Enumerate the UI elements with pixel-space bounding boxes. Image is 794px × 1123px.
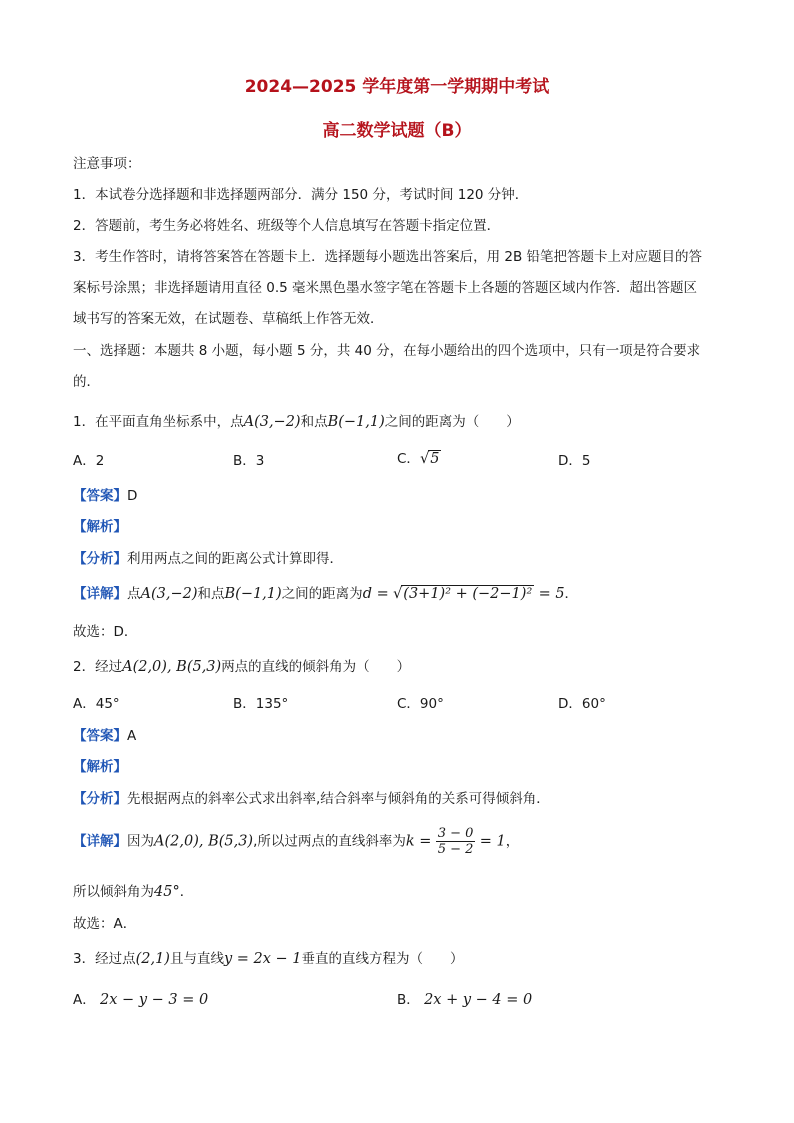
q2-slope-lhs: k = bbox=[405, 833, 432, 850]
q1-conclusion: 故选：D． bbox=[73, 624, 138, 640]
q1-option-c-value: √5 bbox=[419, 451, 440, 467]
q2-analysis-label-text: 【解析】 bbox=[73, 759, 127, 775]
q3-option-b bbox=[397, 988, 532, 1008]
q3-mid: 且与直线 bbox=[169, 951, 224, 967]
q2-analysis-label bbox=[73, 755, 127, 775]
q1-xiangjie bbox=[73, 582, 578, 602]
q1-formula-lhs: d = bbox=[362, 586, 389, 602]
q3-pre: 3．经过点 bbox=[73, 951, 136, 967]
q2-xj-end: ， bbox=[505, 833, 520, 850]
q2-pre: 2．经过 bbox=[73, 659, 123, 675]
question-3-stem bbox=[73, 947, 464, 967]
q2-xj-pre: 因为 bbox=[127, 833, 154, 850]
q2-option-d: D．60° bbox=[558, 696, 606, 712]
q1-xj-pre: 点 bbox=[127, 586, 141, 602]
q2-fenxi-label: 【分析】 bbox=[73, 791, 127, 807]
q2-fenxi bbox=[73, 787, 550, 807]
note-2: 2．答题前，考生务必将姓名、班级等个人信息填写在答题卡指定位置． bbox=[73, 218, 501, 234]
note-3-line3: 域书写的答案无效，在试题卷、草稿纸上作答无效． bbox=[73, 311, 384, 327]
q3-option-b-label: B． bbox=[397, 992, 420, 1008]
q1-xj-point-b: B(−1,1) bbox=[224, 586, 282, 602]
q2-post: 两点的直线的倾斜角为（ ） bbox=[221, 659, 411, 675]
note-3-line2: 案标号涂黑；非选择题请用直径 0.5 毫米黑色墨水签字笔在答题卡上各题的答题区域内作答．超出答题区 bbox=[73, 280, 698, 296]
q1-answer bbox=[73, 484, 137, 504]
q1-point-a: A(3,−2) bbox=[243, 414, 301, 430]
q1-answer-value: D bbox=[127, 488, 138, 504]
q1-formula-radicand: (3+1)² + (−2−1)² bbox=[403, 586, 533, 602]
note-3-line1: 3．考生作答时，请将答案答在答题卡上．选择题每小题选出答案后，用 2B 铅笔把答题卡上对应题目的答 bbox=[73, 249, 703, 265]
q3-point: (2,1) bbox=[135, 951, 170, 967]
q1-analysis-label-text: 【解析】 bbox=[73, 519, 127, 535]
q3-option-b-equation: 2x + y − 4 = 0 bbox=[424, 992, 533, 1008]
q2-slope-rhs: = 1 bbox=[479, 833, 506, 850]
q2-answer-label: 【答案】 bbox=[73, 728, 127, 744]
notes-heading: 注意事项： bbox=[73, 156, 141, 172]
q1-option-c-radicand: 5 bbox=[430, 451, 440, 467]
q2-option-c: C．90° bbox=[397, 696, 444, 712]
q2-fenxi-text: 先根据两点的斜率公式求出斜率,结合斜率与倾斜角的关系可得倾斜角． bbox=[127, 791, 550, 807]
question-2-stem bbox=[73, 655, 410, 675]
q1-option-b: B．3 bbox=[233, 453, 265, 469]
q1-xj-mid: 和点 bbox=[197, 586, 225, 602]
q1-formula-root: √(3+1)² + (−2−1)² bbox=[393, 586, 533, 602]
q2-angle-conclusion bbox=[73, 880, 193, 900]
q1-answer-label: 【答案】 bbox=[73, 488, 127, 504]
section-heading-line2: 的． bbox=[73, 374, 100, 390]
q2-xiangjie-label: 【详解】 bbox=[73, 833, 127, 850]
q1-option-a: A．2 bbox=[73, 453, 105, 469]
exam-title: 2024—2025 学年度第一学期期中考试 bbox=[244, 77, 550, 97]
q1-option-d: D．5 bbox=[558, 453, 591, 469]
q2-conclusion-end: ． bbox=[179, 884, 194, 900]
q2-answer-value: A bbox=[127, 728, 137, 744]
q1-mid: 和点 bbox=[300, 414, 328, 430]
q2-slope-fraction bbox=[436, 826, 476, 857]
q3-post: 垂直的直线方程为（ ） bbox=[301, 951, 464, 967]
note-1: 1．本试卷分选择题和非选择题两部分．满分 150 分，考试时间 120 分钟． bbox=[73, 187, 529, 203]
q1-formula-rhs: = 5 bbox=[538, 586, 565, 602]
q2-xj-mid: ,所以过两点的直线斜率为 bbox=[253, 833, 406, 850]
q2-conclusion: 故选：A． bbox=[73, 916, 137, 932]
q2-answer bbox=[73, 724, 136, 744]
section-heading-line1: 一、选择题：本题共 8 小题，每小题 5 分，共 40 分，在每小题给出的四个选项中，只有一项是符合要求 bbox=[73, 343, 701, 359]
q1-fenxi-text: 利用两点之间的距离公式计算即得． bbox=[127, 551, 343, 567]
q1-option-c-label: C． bbox=[397, 451, 420, 467]
q2-points: A(2,0), B(5,3) bbox=[122, 659, 222, 675]
q1-xj-mid2: 之间的距离为 bbox=[281, 586, 363, 602]
q2-slope-denominator: 5 − 2 bbox=[437, 842, 474, 857]
q2-slope-numerator: 3 − 0 bbox=[437, 826, 474, 841]
exam-subtitle: 高二数学试题（B） bbox=[322, 121, 472, 141]
question-1-stem bbox=[73, 410, 520, 430]
q1-fenxi bbox=[73, 547, 343, 567]
q3-option-a-label: A． bbox=[73, 992, 96, 1008]
q2-option-a: A．45° bbox=[73, 696, 120, 712]
q2-xj-points: A(2,0), B(5,3) bbox=[154, 833, 254, 850]
q2-conclusion-pre: 所以倾斜角为 bbox=[73, 884, 154, 900]
q1-post: 之间的距离为（ ） bbox=[384, 414, 520, 430]
q1-option-c bbox=[397, 447, 441, 467]
q1-analysis-label bbox=[73, 515, 127, 535]
q3-option-a-equation: 2x − y − 3 = 0 bbox=[100, 992, 209, 1008]
q2-conclusion-angle: 45° bbox=[154, 884, 180, 900]
q1-xj-point-a: A(3,−2) bbox=[140, 586, 198, 602]
q1-pre: 1．在平面直角坐标系中，点 bbox=[73, 414, 244, 430]
q2-xiangjie bbox=[73, 826, 519, 857]
q1-point-b: B(−1,1) bbox=[327, 414, 385, 430]
q3-line: y = 2x − 1 bbox=[223, 951, 302, 967]
q3-option-a bbox=[73, 988, 208, 1008]
q1-xj-end: ． bbox=[564, 586, 579, 602]
q1-xiangjie-label: 【详解】 bbox=[73, 586, 127, 602]
q1-fenxi-label: 【分析】 bbox=[73, 551, 127, 567]
q2-option-b: B．135° bbox=[233, 696, 289, 712]
